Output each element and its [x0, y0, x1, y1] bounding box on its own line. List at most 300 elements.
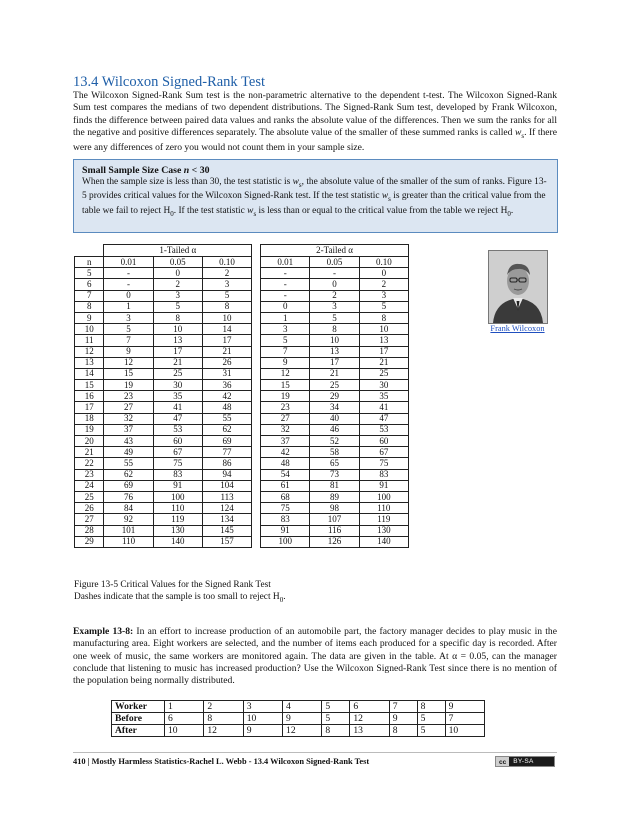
two-tailed-cell: 73 — [310, 469, 359, 480]
worker-cell: 8 — [322, 725, 350, 737]
table-row — [75, 380, 409, 391]
table-row — [75, 346, 409, 357]
one-tailed-cell: 17 — [202, 335, 251, 346]
n-cell: 19 — [75, 424, 104, 435]
two-tailed-cell: 75 — [261, 503, 310, 514]
n-cell: 24 — [75, 480, 104, 491]
two-tailed-cell: 81 — [310, 480, 359, 491]
n-cell: 7 — [75, 290, 104, 301]
one-tailed-cell: 83 — [153, 469, 202, 480]
two-tailed-cell: 27 — [261, 413, 310, 424]
two-tailed-cell: 15 — [261, 380, 310, 391]
section-title: 13.4 Wilcoxon Signed-Rank Test — [73, 74, 265, 90]
one-tailed-cell: 75 — [153, 458, 202, 469]
n-cell: 11 — [75, 335, 104, 346]
worker-cell: 9 — [445, 701, 484, 713]
worker-cell: 3 — [243, 701, 282, 713]
two-tailed-cell: 29 — [310, 391, 359, 402]
table-gap — [252, 503, 261, 514]
one-tailed-cell: 7 — [104, 335, 153, 346]
two-tailed-cell: 25 — [359, 368, 408, 379]
table-gap — [252, 491, 261, 502]
worker-cell: 4 — [283, 701, 322, 713]
table-gap — [252, 301, 261, 312]
one-tailed-cell: 3 — [202, 279, 251, 290]
two-tailed-cell: 75 — [359, 458, 408, 469]
two-tailed-cell: 40 — [310, 413, 359, 424]
intro-paragraph — [73, 90, 557, 154]
one-tailed-cell: 104 — [202, 480, 251, 491]
one-tailed-cell: 91 — [153, 480, 202, 491]
ws-sub: s — [298, 180, 302, 189]
worker-cell: 10 — [165, 725, 204, 737]
one-tailed-cell: 23 — [104, 391, 153, 402]
worker-cell: 7 — [389, 701, 417, 713]
n-cell: 23 — [75, 469, 104, 480]
ws-symbol: w — [292, 177, 299, 187]
table-row — [75, 391, 409, 402]
worker-row-label: Worker — [112, 701, 165, 713]
one-tailed-cell: 26 — [202, 357, 251, 368]
table-gap — [252, 424, 261, 435]
one-tailed-cell: 76 — [104, 491, 153, 502]
worker-cell: 8 — [204, 713, 243, 725]
summary-p1: When the sample size is less than 30, the test statistic is — [82, 177, 293, 187]
worker-cell: 12 — [204, 725, 243, 737]
table-gap — [252, 346, 261, 357]
two-tailed-cell: 1 — [261, 312, 310, 323]
two-tailed-cell: 0 — [261, 301, 310, 312]
table-group-header-row — [75, 245, 409, 257]
two-tailed-cell: 23 — [261, 402, 310, 413]
ws-symbol: w — [514, 126, 522, 138]
summary-end: . — [510, 205, 514, 216]
two-tailed-cell: 107 — [310, 514, 359, 525]
table-row — [75, 279, 409, 290]
two-tailed-cell: 7 — [261, 346, 310, 357]
two-tailed-cell: 34 — [310, 402, 359, 413]
figure-note-text: Dashes indicate that the sample is too small to reject H — [74, 591, 280, 602]
one-tailed-cell: 84 — [104, 503, 153, 514]
table-corner — [75, 245, 104, 257]
two-tailed-cell: 130 — [359, 525, 408, 536]
alpha-header: 0.10 — [202, 257, 251, 268]
one-tailed-cell: 69 — [104, 480, 153, 491]
two-tailed-cell: 35 — [359, 391, 408, 402]
table-alpha-header-row — [75, 257, 409, 268]
table-gap — [252, 368, 261, 379]
example-paragraph — [73, 626, 557, 687]
table-row — [75, 458, 409, 469]
one-tailed-cell: 5 — [153, 301, 202, 312]
table-gap — [252, 525, 261, 536]
table-row — [75, 514, 409, 525]
worker-table-row — [112, 701, 485, 713]
worker-data-table — [111, 700, 485, 737]
table-gap — [252, 469, 261, 480]
ws-sub: s — [521, 131, 525, 140]
example-lead: Example 13-8: — [73, 626, 134, 637]
worker-cell: 1 — [165, 701, 204, 713]
one-tailed-cell: 124 — [202, 503, 251, 514]
table-gap — [252, 279, 261, 290]
h-sub: 0 — [507, 209, 511, 218]
table-gap — [252, 357, 261, 368]
figure-note-sub: 0 — [279, 595, 284, 604]
n-cell: 16 — [75, 391, 104, 402]
table-row — [75, 268, 409, 279]
alpha-header: 0.05 — [153, 257, 202, 268]
n-cell: 14 — [75, 368, 104, 379]
two-tailed-cell: 100 — [261, 536, 310, 547]
figure-note — [74, 592, 414, 606]
intro-text-a: The Wilcoxon Signed-Rank Sum test is the non-parametric alternative to the dependent t-test. The Wilcoxon Signed-Rank Sum test compares the medians of two dependent distributions. The Signed-Rank Sum test, developed by Frank Wilcoxon, finds the difference between paired data values and ranks the absolute value of the differences. Then we sum the ranks for all the negative and positive differences separately. The absolute value of the smaller of these summed ranks is called — [73, 90, 557, 138]
two-tailed-cell: 91 — [359, 480, 408, 491]
one-tailed-cell: 25 — [153, 368, 202, 379]
one-tailed-cell: 140 — [153, 536, 202, 547]
summary-p2: , the absolute value of the smaller of the sum of ranks. Figure 13-5 provides critical values for the Wilcoxon Signed-Rank test. If the test statistic — [82, 177, 547, 202]
worker-table-body — [112, 701, 485, 737]
one-tailed-cell: - — [104, 268, 153, 279]
two-tailed-cell: 5 — [310, 312, 359, 323]
two-tailed-cell: 98 — [310, 503, 359, 514]
one-tailed-cell: 48 — [202, 402, 251, 413]
one-tailed-cell: 41 — [153, 402, 202, 413]
table-row — [75, 424, 409, 435]
one-tailed-cell: 62 — [104, 469, 153, 480]
table-gap — [252, 290, 261, 301]
one-tailed-cell: 113 — [202, 491, 251, 502]
n-cell: 17 — [75, 402, 104, 413]
n-cell: 10 — [75, 324, 104, 335]
alpha-header: 0.01 — [261, 257, 310, 268]
worker-cell: 13 — [350, 725, 389, 737]
worker-cell: 5 — [417, 713, 445, 725]
two-tailed-cell: 52 — [310, 436, 359, 447]
two-tailed-cell: - — [261, 290, 310, 301]
two-tailed-cell: 32 — [261, 424, 310, 435]
two-tailed-cell: 3 — [359, 290, 408, 301]
table-gap — [252, 413, 261, 424]
table-row — [75, 525, 409, 536]
table-row — [75, 413, 409, 424]
n-cell: 26 — [75, 503, 104, 514]
one-tailed-cell: 55 — [202, 413, 251, 424]
two-tailed-cell: 8 — [359, 312, 408, 323]
table-gap — [252, 324, 261, 335]
one-tailed-cell: 8 — [153, 312, 202, 323]
one-tailed-cell: 0 — [104, 290, 153, 301]
one-tailed-cell: 49 — [104, 447, 153, 458]
two-tailed-cell: 110 — [359, 503, 408, 514]
table-row — [75, 335, 409, 346]
table-row — [75, 357, 409, 368]
one-tailed-cell: 47 — [153, 413, 202, 424]
one-tailed-cell: 2 — [153, 279, 202, 290]
cc-icon: cc — [496, 757, 509, 766]
one-tailed-cell: 3 — [153, 290, 202, 301]
table-row — [75, 436, 409, 447]
two-tailed-cell: 47 — [359, 413, 408, 424]
table-row — [75, 290, 409, 301]
one-tailed-cell: 5 — [104, 324, 153, 335]
two-tailed-cell: 67 — [359, 447, 408, 458]
n-cell: 9 — [75, 312, 104, 323]
table-row — [75, 324, 409, 335]
worker-cell: 8 — [417, 701, 445, 713]
ws-sub: s — [253, 209, 257, 218]
one-tailed-cell: 92 — [104, 514, 153, 525]
one-tailed-cell: 94 — [202, 469, 251, 480]
one-tailed-header: 1-Tailed α — [104, 245, 252, 257]
worker-row-label: After — [112, 725, 165, 737]
one-tailed-cell: 27 — [104, 402, 153, 413]
one-tailed-cell: 37 — [104, 424, 153, 435]
one-tailed-cell: 30 — [153, 380, 202, 391]
table-gap — [252, 268, 261, 279]
two-tailed-cell: 0 — [359, 268, 408, 279]
n-cell: 21 — [75, 447, 104, 458]
worker-cell: 5 — [417, 725, 445, 737]
table-gap — [252, 436, 261, 447]
small-sample-summary-box — [73, 159, 558, 233]
one-tailed-cell: 62 — [202, 424, 251, 435]
worker-cell: 5 — [322, 701, 350, 713]
intro-text-b: . If there were any differences of zero you would not count them in your sample size. — [73, 126, 558, 154]
table-gap — [252, 312, 261, 323]
two-tailed-cell: 10 — [359, 324, 408, 335]
two-tailed-cell: 19 — [261, 391, 310, 402]
ws-symbol: w — [381, 191, 389, 202]
summary-title-var: n — [183, 165, 190, 176]
two-tailed-cell: 126 — [310, 536, 359, 547]
one-tailed-cell: 36 — [202, 380, 251, 391]
two-tailed-cell: 140 — [359, 536, 408, 547]
summary-title-cond: < 30 — [189, 165, 210, 176]
two-tailed-cell: 12 — [261, 368, 310, 379]
summary-title-text: Small Sample Size Case — [82, 165, 184, 176]
worker-table-row — [112, 713, 485, 725]
table-gap — [252, 447, 261, 458]
two-tailed-cell: 61 — [261, 480, 310, 491]
one-tailed-cell: 77 — [202, 447, 251, 458]
two-tailed-cell: 42 — [261, 447, 310, 458]
one-tailed-cell: 32 — [104, 413, 153, 424]
license-label: BY-SA — [513, 758, 534, 765]
two-tailed-cell: - — [310, 268, 359, 279]
worker-table-row — [112, 725, 485, 737]
one-tailed-cell: 15 — [104, 368, 153, 379]
one-tailed-cell: 67 — [153, 447, 202, 458]
one-tailed-cell: 17 — [153, 346, 202, 357]
table-row — [75, 480, 409, 491]
one-tailed-cell: 19 — [104, 380, 153, 391]
two-tailed-cell: 5 — [359, 301, 408, 312]
table-gap — [252, 402, 261, 413]
one-tailed-cell: 10 — [153, 324, 202, 335]
two-tailed-cell: 2 — [359, 279, 408, 290]
table-gap — [252, 480, 261, 491]
one-tailed-cell: 21 — [202, 346, 251, 357]
alpha-header: 0.10 — [359, 257, 408, 268]
n-cell: 20 — [75, 436, 104, 447]
two-tailed-cell: 83 — [261, 514, 310, 525]
one-tailed-cell: 157 — [202, 536, 251, 547]
one-tailed-cell: 86 — [202, 458, 251, 469]
table-row — [75, 469, 409, 480]
ws-symbol: w — [247, 205, 254, 216]
two-tailed-cell: 25 — [310, 380, 359, 391]
two-tailed-cell: 116 — [310, 525, 359, 536]
n-header: n — [75, 257, 104, 268]
figure-caption-block — [74, 580, 414, 606]
worker-cell: 10 — [243, 713, 282, 725]
summary-p3: is greater than the critical value from the table we fail to reject H — [82, 191, 546, 216]
two-tailed-cell: 100 — [359, 491, 408, 502]
summary-box-body — [82, 177, 549, 220]
worker-cell: 12 — [283, 725, 322, 737]
footer-divider — [73, 752, 557, 753]
n-cell: 6 — [75, 279, 104, 290]
worker-cell: 7 — [445, 713, 484, 725]
worker-cell: 8 — [389, 725, 417, 737]
two-tailed-cell: 68 — [261, 491, 310, 502]
table-row — [75, 368, 409, 379]
n-cell: 27 — [75, 514, 104, 525]
cc-license-badge[interactable] — [495, 756, 555, 767]
two-tailed-cell: 3 — [310, 301, 359, 312]
frank-wilcoxon-link[interactable]: Frank Wilcoxon — [490, 324, 545, 333]
table-gap — [252, 257, 261, 268]
critical-values-table — [74, 244, 409, 548]
one-tailed-cell: 13 — [153, 335, 202, 346]
table-row — [75, 447, 409, 458]
worker-cell: 12 — [350, 713, 389, 725]
two-tailed-cell: - — [261, 268, 310, 279]
n-cell: 28 — [75, 525, 104, 536]
one-tailed-cell: 110 — [153, 503, 202, 514]
two-tailed-cell: 48 — [261, 458, 310, 469]
table-gap — [252, 391, 261, 402]
one-tailed-cell: - — [104, 279, 153, 290]
two-tailed-cell: 60 — [359, 436, 408, 447]
two-tailed-cell: 83 — [359, 469, 408, 480]
two-tailed-cell: 41 — [359, 402, 408, 413]
n-cell: 12 — [75, 346, 104, 357]
two-tailed-cell: 10 — [310, 335, 359, 346]
ws-sub: s — [388, 195, 391, 204]
worker-cell: 6 — [350, 701, 389, 713]
critical-values-body — [75, 268, 409, 548]
one-tailed-cell: 60 — [153, 436, 202, 447]
n-cell: 29 — [75, 536, 104, 547]
table-gap — [252, 335, 261, 346]
portrait-photo — [488, 250, 548, 324]
two-tailed-cell: 3 — [261, 324, 310, 335]
two-tailed-cell: 5 — [261, 335, 310, 346]
two-tailed-cell: 30 — [359, 380, 408, 391]
two-tailed-cell: 21 — [359, 357, 408, 368]
alpha-header: 0.05 — [310, 257, 359, 268]
two-tailed-cell: 89 — [310, 491, 359, 502]
one-tailed-cell: 8 — [202, 301, 251, 312]
h-sub: 0 — [170, 209, 174, 218]
summary-p4: . If the test statistic — [173, 205, 248, 216]
worker-cell: 9 — [389, 713, 417, 725]
one-tailed-cell: 134 — [202, 514, 251, 525]
table-row — [75, 301, 409, 312]
table-row — [75, 312, 409, 323]
one-tailed-cell: 12 — [104, 357, 153, 368]
portrait-illustration — [489, 251, 547, 323]
two-tailed-cell: 13 — [359, 335, 408, 346]
one-tailed-cell: 2 — [202, 268, 251, 279]
one-tailed-cell: 31 — [202, 368, 251, 379]
n-cell: 22 — [75, 458, 104, 469]
figure-caption: Figure 13-5 Critical Values for the Signed Rank Test — [74, 580, 271, 590]
worker-row-label: Before — [112, 713, 165, 725]
two-tailed-cell: 54 — [261, 469, 310, 480]
table-gap — [252, 245, 261, 257]
two-tailed-cell: 119 — [359, 514, 408, 525]
one-tailed-cell: 55 — [104, 458, 153, 469]
table-row — [75, 402, 409, 413]
two-tailed-cell: 2 — [310, 290, 359, 301]
table-gap — [252, 536, 261, 547]
worker-cell: 9 — [243, 725, 282, 737]
one-tailed-cell: 69 — [202, 436, 251, 447]
two-tailed-cell: 46 — [310, 424, 359, 435]
worker-cell: 10 — [445, 725, 484, 737]
one-tailed-cell: 9 — [104, 346, 153, 357]
two-tailed-cell: 91 — [261, 525, 310, 536]
table-row — [75, 536, 409, 547]
n-cell: 13 — [75, 357, 104, 368]
two-tailed-cell: 0 — [310, 279, 359, 290]
n-cell: 15 — [75, 380, 104, 391]
page-footer: 410 | Mostly Harmless Statistics-Rachel L. Webb - 13.4 Wilcoxon Signed-Rank Test — [73, 757, 370, 766]
two-tailed-cell: 58 — [310, 447, 359, 458]
table-gap — [252, 458, 261, 469]
two-tailed-cell: 65 — [310, 458, 359, 469]
one-tailed-cell: 42 — [202, 391, 251, 402]
two-tailed-header: 2-Tailed α — [261, 245, 409, 257]
one-tailed-cell: 10 — [202, 312, 251, 323]
one-tailed-cell: 110 — [104, 536, 153, 547]
one-tailed-cell: 53 — [153, 424, 202, 435]
n-cell: 5 — [75, 268, 104, 279]
n-cell: 18 — [75, 413, 104, 424]
summary-box-title — [82, 164, 549, 177]
two-tailed-cell: 17 — [310, 357, 359, 368]
two-tailed-cell: 8 — [310, 324, 359, 335]
one-tailed-cell: 130 — [153, 525, 202, 536]
one-tailed-cell: 3 — [104, 312, 153, 323]
figure-note-end: . — [283, 591, 286, 602]
one-tailed-cell: 0 — [153, 268, 202, 279]
worker-cell: 5 — [322, 713, 350, 725]
one-tailed-cell: 101 — [104, 525, 153, 536]
two-tailed-cell: 13 — [310, 346, 359, 357]
table-gap — [252, 380, 261, 391]
table-row — [75, 491, 409, 502]
one-tailed-cell: 5 — [202, 290, 251, 301]
one-tailed-cell: 145 — [202, 525, 251, 536]
worker-cell: 2 — [204, 701, 243, 713]
one-tailed-cell: 35 — [153, 391, 202, 402]
two-tailed-cell: 17 — [359, 346, 408, 357]
one-tailed-cell: 43 — [104, 436, 153, 447]
